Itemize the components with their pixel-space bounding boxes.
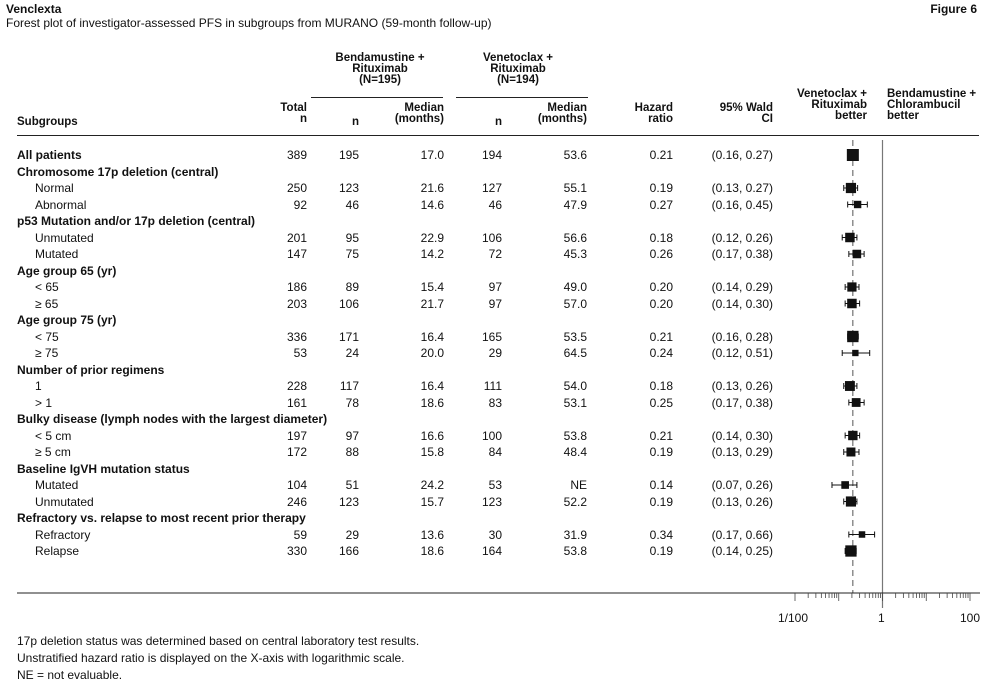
- cell-ci: (0.17, 0.38): [711, 395, 773, 410]
- cell-vr-median: 48.4: [563, 445, 587, 459]
- cell-vr-median: 57.0: [563, 296, 587, 311]
- br-group-header: Bendamustine + Rituximab (N=195): [335, 52, 425, 86]
- cell-br-median: 16.4: [420, 379, 444, 393]
- cell-ci: (0.12, 0.26): [711, 230, 773, 245]
- subgroup-label: < 5 cm: [35, 428, 72, 443]
- cell-ci: (0.17, 0.38): [711, 247, 773, 261]
- cell-vr-median: 64.5: [563, 346, 587, 360]
- cell-vr-median: 52.2: [563, 494, 587, 509]
- cell-total: 92: [293, 197, 307, 212]
- cell-total: 201: [286, 230, 307, 245]
- br-group-underline: [311, 97, 443, 98]
- subgroup-header: Age group 75 (yr): [17, 313, 117, 327]
- subgroup-header: Chromosome 17p deletion (central): [17, 164, 219, 179]
- cell-hr: 0.18: [649, 379, 673, 393]
- hazard-ratio-marker: [859, 531, 866, 538]
- page-title: Forest plot of investigator-assessed PFS in subgroups from MURANO (59-month follow-up): [6, 16, 492, 30]
- cell-total: 228: [286, 379, 307, 393]
- cell-ci: (0.14, 0.29): [711, 280, 773, 294]
- cell-br-n: 51: [345, 478, 359, 492]
- hazard-ratio-marker: [847, 331, 858, 342]
- cell-br-median: 16.6: [420, 428, 444, 443]
- hazard-ratio-marker: [846, 496, 856, 506]
- subgroup-label: > 1: [35, 395, 53, 410]
- subgroup-label: 1: [35, 379, 42, 393]
- cell-ci: (0.14, 0.30): [711, 296, 773, 311]
- cell-ci: (0.13, 0.27): [711, 181, 773, 195]
- cell-br-n: 29: [345, 527, 359, 542]
- subgroup-header: p53 Mutation and/or 17p deletion (central): [17, 214, 256, 228]
- cell-br-n: 24: [345, 346, 359, 360]
- subgroup-label: ≥ 5 cm: [35, 445, 71, 459]
- cell-ci: (0.14, 0.30): [711, 428, 773, 443]
- cell-hr: 0.21: [649, 428, 673, 443]
- subgroup-label: Refractory: [35, 527, 91, 542]
- cell-br-n: 97: [345, 428, 359, 443]
- cell-hr: 0.19: [649, 445, 673, 459]
- subgroup-header: Number of prior regimens: [17, 362, 165, 377]
- cell-br-median: 14.2: [420, 247, 444, 261]
- cell-vr-n: 127: [481, 181, 502, 195]
- cell-hr: 0.21: [649, 329, 673, 344]
- hazard-ratio-marker: [841, 481, 849, 489]
- cell-br-median: 18.6: [420, 544, 444, 558]
- cell-vr-n: 46: [488, 197, 502, 212]
- cell-br-median: 15.4: [420, 280, 444, 294]
- cell-br-n: 123: [338, 181, 359, 195]
- cell-ci: (0.16, 0.28): [711, 329, 773, 344]
- cell-br-n: 88: [345, 445, 359, 459]
- subgroup-header: Baseline IgVH mutation status: [17, 461, 190, 476]
- subgroup-header: All patients: [17, 148, 82, 162]
- cell-hr: 0.21: [649, 148, 673, 162]
- subgroup-label: Unmutated: [35, 230, 94, 245]
- cell-br-median: 15.8: [420, 445, 444, 459]
- subgroup-label: Unmutated: [35, 494, 94, 509]
- subgroup-label: Relapse: [35, 544, 80, 558]
- cell-ci: (0.14, 0.25): [711, 544, 773, 558]
- cell-br-n: 171: [338, 329, 359, 344]
- cell-br-n: 123: [338, 494, 359, 509]
- hazard-ratio-marker: [845, 381, 855, 391]
- cell-hr: 0.24: [649, 346, 673, 360]
- cell-vr-median: 53.5: [563, 329, 587, 344]
- cell-vr-median: 49.0: [563, 280, 587, 294]
- cell-vr-n: 29: [488, 346, 502, 360]
- subgroups-header: Subgroups: [17, 116, 78, 128]
- hazard-ratio-marker: [847, 149, 859, 161]
- hazard-ratio-marker: [846, 448, 855, 457]
- cell-ci: (0.13, 0.26): [711, 494, 773, 509]
- subgroup-label: ≥ 75: [35, 346, 59, 360]
- subgroup-header: Age group 65 (yr): [17, 263, 117, 278]
- cell-vr-median: 53.8: [563, 544, 587, 558]
- cell-total: 161: [286, 395, 307, 410]
- cell-vr-n: 123: [481, 494, 502, 509]
- subgroup-header: Bulky disease (lymph nodes with the largest diameter): [17, 412, 328, 426]
- cell-ci: (0.16, 0.27): [711, 148, 773, 162]
- cell-total: 104: [286, 478, 307, 492]
- cell-br-median: 17.0: [420, 148, 444, 162]
- x-tick-label-min: 1/100: [778, 611, 809, 625]
- footnote-3: NE = not evaluable.: [17, 668, 123, 682]
- cell-vr-median: 55.1: [563, 181, 587, 195]
- cell-vr-n: 97: [488, 280, 502, 294]
- cell-vr-n: 100: [481, 428, 502, 443]
- cell-total: 203: [286, 296, 307, 311]
- cell-ci: (0.13, 0.29): [711, 445, 773, 459]
- cell-vr-n: 84: [488, 445, 502, 459]
- br-n-header: n: [351, 116, 359, 128]
- subgroup-label: ≥ 65: [35, 296, 59, 311]
- br-median-header: Median (months): [394, 102, 444, 125]
- cell-hr: 0.19: [649, 544, 673, 558]
- ci-header: 95% Wald CI: [719, 102, 773, 125]
- cell-ci: (0.13, 0.26): [711, 379, 773, 393]
- cell-total: 250: [286, 181, 307, 195]
- subgroup-label: Mutated: [35, 478, 79, 492]
- cell-vr-n: 30: [488, 527, 502, 542]
- cell-hr: 0.20: [649, 296, 673, 311]
- cell-vr-n: 194: [481, 148, 502, 162]
- cell-ci: (0.16, 0.45): [711, 197, 773, 212]
- cell-hr: 0.27: [649, 197, 673, 212]
- cell-br-n: 95: [345, 230, 359, 245]
- cell-ci: (0.07, 0.26): [711, 478, 773, 492]
- figure-label: Figure 6: [930, 2, 977, 16]
- subgroup-label: < 75: [35, 329, 59, 344]
- subgroup-label: Normal: [35, 181, 74, 195]
- cell-vr-median: 47.9: [563, 197, 587, 212]
- cell-total: 389: [286, 148, 307, 162]
- cell-hr: 0.19: [649, 494, 673, 509]
- cell-vr-n: 97: [488, 296, 502, 311]
- cell-br-n: 106: [338, 296, 359, 311]
- left-better-header: Venetoclax + Rituximab better: [797, 88, 867, 122]
- cell-vr-median: 53.1: [563, 395, 587, 410]
- cell-br-median: 20.0: [420, 346, 444, 360]
- cell-hr: 0.18: [649, 230, 673, 245]
- header-rule: [17, 135, 979, 136]
- cell-br-median: 21.6: [420, 181, 444, 195]
- cell-hr: 0.26: [649, 247, 673, 261]
- cell-vr-n: 164: [481, 544, 502, 558]
- subgroup-header: Refractory vs. relapse to most recent prior therapy: [17, 511, 306, 525]
- cell-hr: 0.20: [649, 280, 673, 294]
- hazard-ratio-marker: [854, 201, 861, 208]
- cell-vr-n: 83: [488, 395, 502, 410]
- right-better-header: Bendamustine + Chlorambucil better: [887, 88, 977, 122]
- cell-hr: 0.19: [649, 181, 673, 195]
- hazard-ratio-marker: [852, 350, 858, 356]
- hazard-ratio-marker: [847, 282, 856, 291]
- cell-br-n: 89: [345, 280, 359, 294]
- hazard-ratio-marker: [853, 250, 862, 259]
- cell-vr-n: 53: [488, 478, 502, 492]
- cell-br-median: 22.9: [420, 230, 444, 245]
- footnote-1: 17p deletion status was determined based on central laboratory test results.: [17, 634, 420, 648]
- subgroup-label: Mutated: [35, 247, 79, 261]
- total-header: Total n: [280, 102, 307, 125]
- cell-total: 197: [286, 428, 307, 443]
- cell-br-median: 21.7: [420, 296, 444, 311]
- subgroup-label: Abnormal: [35, 197, 87, 212]
- hazard-ratio-marker: [846, 183, 856, 193]
- cell-vr-median: 56.6: [563, 230, 587, 245]
- hazard-ratio-marker: [845, 233, 854, 242]
- cell-br-n: 75: [345, 247, 359, 261]
- cell-total: 172: [286, 445, 307, 459]
- footnote-2: Unstratified hazard ratio is displayed on the X-axis with logarithmic scale.: [17, 651, 405, 665]
- cell-vr-n: 111: [483, 379, 502, 393]
- cell-br-median: 15.7: [420, 494, 444, 509]
- cell-total: 336: [286, 329, 307, 344]
- vr-n-header: n: [494, 116, 502, 128]
- cell-hr: 0.34: [649, 527, 673, 542]
- cell-br-median: 13.6: [420, 527, 444, 542]
- cell-vr-n: 106: [481, 230, 502, 245]
- vr-median-header: Median (months): [537, 102, 587, 125]
- x-tick-label-one: 1: [878, 611, 885, 625]
- cell-br-median: 18.6: [420, 395, 444, 410]
- cell-ci: (0.17, 0.66): [711, 527, 773, 542]
- cell-br-n: 117: [339, 379, 359, 393]
- cell-vr-n: 165: [481, 329, 502, 344]
- cell-total: 330: [286, 544, 307, 558]
- cell-total: 53: [293, 346, 307, 360]
- brand-name: Venclexta: [6, 2, 62, 16]
- cell-vr-median: 31.9: [563, 527, 587, 542]
- cell-vr-median: 53.6: [563, 148, 587, 162]
- cell-br-median: 16.4: [420, 329, 444, 344]
- cell-vr-n: 72: [488, 247, 502, 261]
- cell-vr-median: 45.3: [563, 247, 587, 261]
- cell-total: 186: [286, 280, 307, 294]
- cell-vr-median: NE: [570, 478, 587, 492]
- cell-vr-median: 53.8: [563, 428, 587, 443]
- hazard-ratio-marker: [852, 398, 861, 407]
- cell-br-n: 46: [345, 197, 359, 212]
- cell-br-n: 195: [338, 148, 359, 162]
- hazard-ratio-marker: [848, 431, 857, 440]
- cell-hr: 0.14: [649, 478, 673, 492]
- cell-hr: 0.25: [649, 395, 673, 410]
- hazard-ratio-marker: [845, 545, 856, 556]
- cell-br-n: 78: [345, 395, 359, 410]
- cell-ci: (0.12, 0.51): [711, 346, 773, 360]
- hazard-ratio-marker: [847, 299, 857, 309]
- x-tick-label-max: 100: [960, 611, 981, 625]
- cell-vr-median: 54.0: [563, 379, 587, 393]
- cell-br-n: 166: [338, 544, 359, 558]
- cell-total: 246: [286, 494, 307, 509]
- cell-br-median: 14.6: [420, 197, 444, 212]
- subgroup-label: < 65: [35, 280, 59, 294]
- hazard-ratio-header: Hazard ratio: [634, 102, 673, 125]
- vr-group-underline: [456, 97, 588, 98]
- vr-group-header: Venetoclax + Rituximab (N=194): [483, 52, 553, 86]
- cell-br-median: 24.2: [420, 478, 444, 492]
- cell-total: 147: [286, 247, 307, 261]
- cell-total: 59: [293, 527, 307, 542]
